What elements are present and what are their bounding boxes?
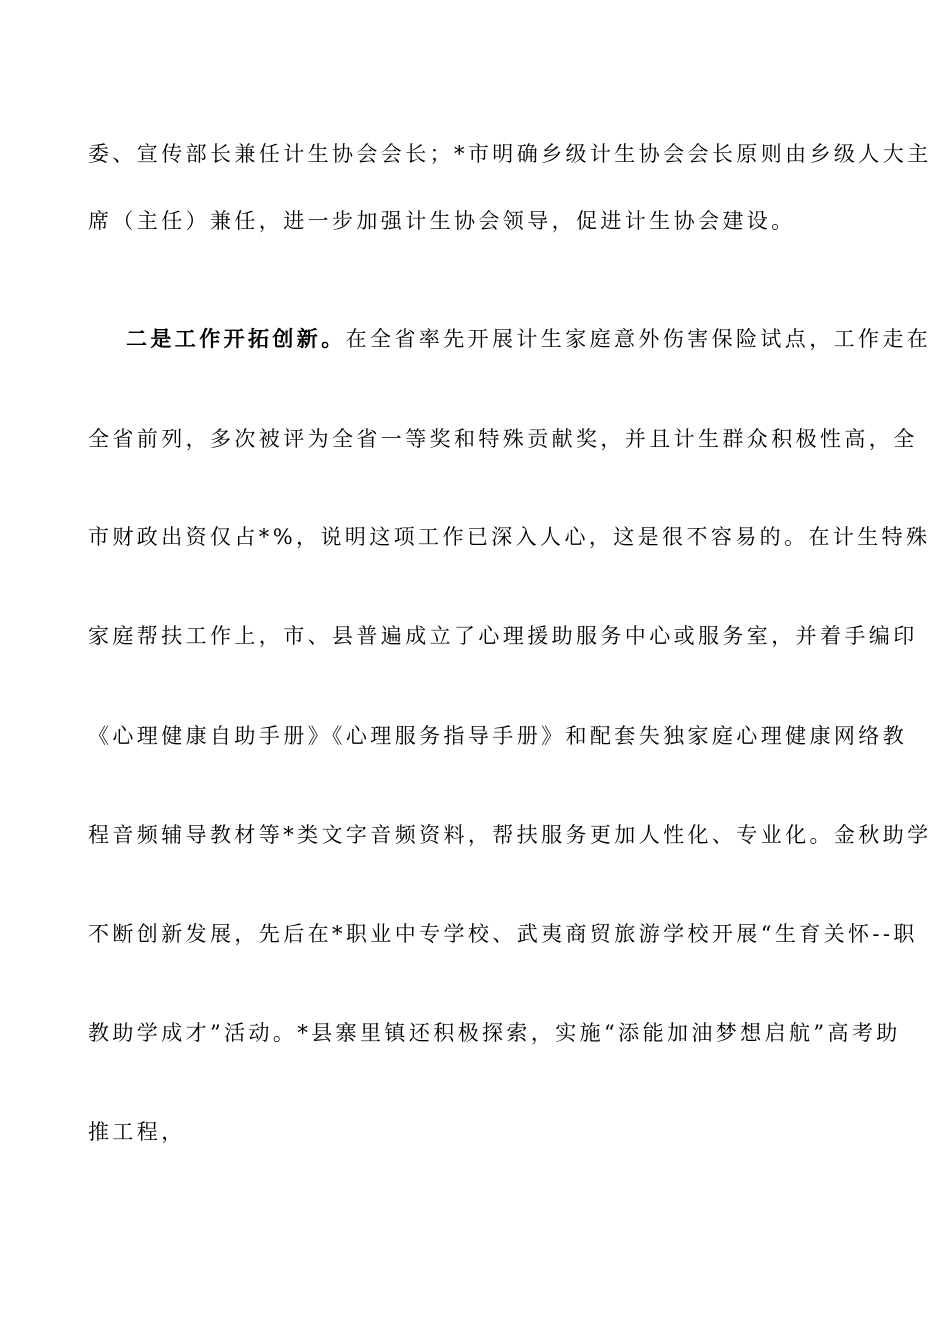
text-line: 程音频辅导教材等*类文字音频资料，帮扶服务更加人性化、专业化。金秋助学 [88, 823, 932, 847]
text-line: 市财政出资仅占*%，说明这项工作已深入人心，这是很不容易的。在计生特殊 [88, 525, 931, 549]
text-line: 在全省率先开展计生家庭意外伤害保险试点，工作走在 [345, 327, 932, 351]
text-line: 家庭帮扶工作上，市、县普遍成立了心理援助服务中心或服务室，并着手编印 [88, 624, 918, 648]
text-line: 全省前列，多次被评为全省一等奖和特殊贡献奖，并且计生群众积极性高，全 [88, 427, 918, 451]
paragraph-heading-line [126, 324, 932, 354]
text-line: 推工程， [88, 1120, 186, 1144]
text-line: 委、宣传部长兼任计生协会会长；*市明确乡级计生协会会长原则由乡级人大主 [88, 142, 932, 166]
paragraph-heading: 二是工作开拓创新。 [126, 326, 346, 351]
text-line: 不断创新发展，先后在*职业中专学校、武夷商贸旅游学校开展“生育关怀--职 [88, 922, 918, 946]
text-line: 席（主任）兼任，进一步加强计生协会领导，促进计生协会建设。 [88, 209, 796, 233]
text-line: 教助学成才”活动。*县寨里镇还积极探索，实施“添能加油梦想启航”高考助 [88, 1021, 901, 1045]
text-line: 《心理健康自助手册》《心理服务指导手册》和配套失独家庭心理健康网络教 [88, 724, 908, 748]
